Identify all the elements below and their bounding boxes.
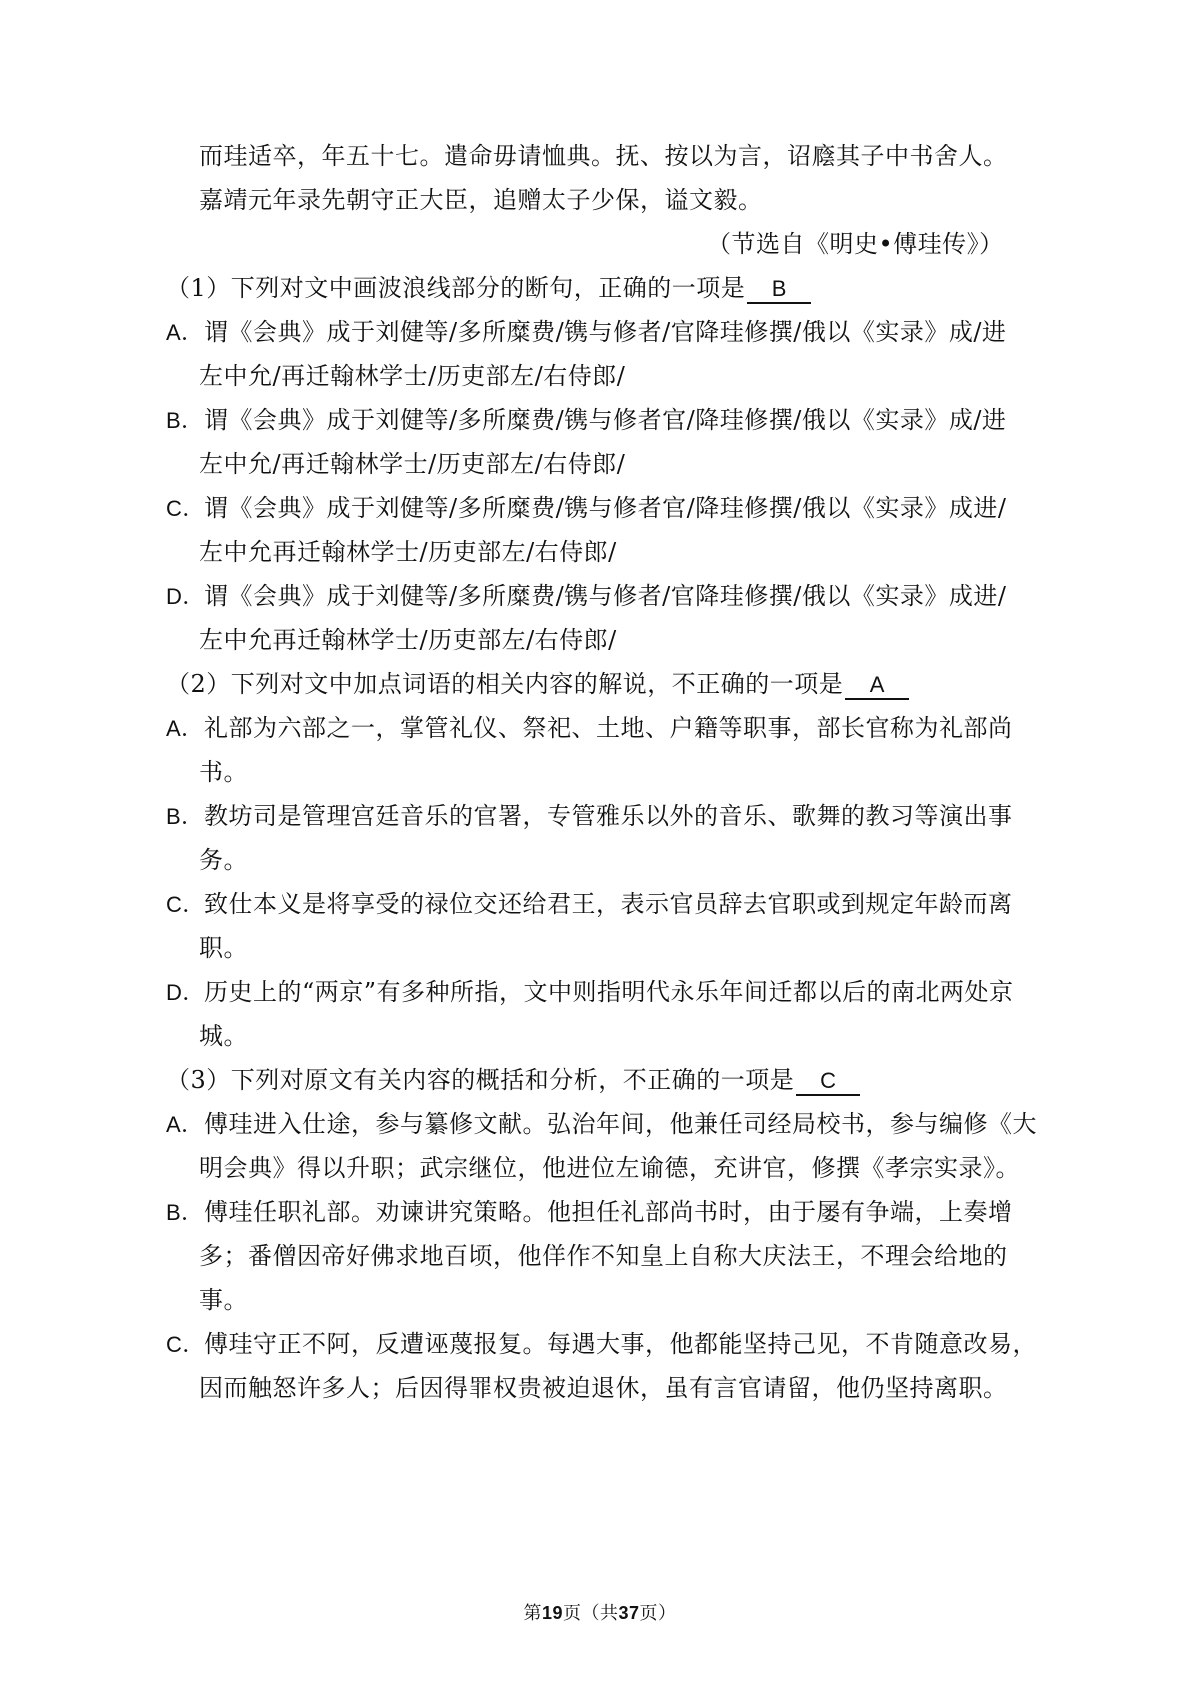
question-stem-text: （2）下列对文中加点词语的相关内容的解说，不正确的一项是 — [166, 670, 844, 698]
option-text: 谓《会典》成于刘健等/多所糜费/镌与修者/官降珪修撰/俄以《实录》成进/ — [204, 582, 1007, 610]
option-line — [166, 1109, 1037, 1140]
answer-blank: A — [845, 672, 909, 700]
option-continuation: 因而触怒许多人；后因得罪权贵被迫退休，虽有言官请留，他仍坚持离职。 — [199, 1374, 1008, 1402]
option-continuation: 明会典》得以升职；武宗继位，他进位左谕德，充讲官，修撰《孝宗实录》。 — [199, 1154, 1020, 1182]
option-text: 傅珪守正不阿，反遭诬蔑报复。每遇大事，他都能坚持己见，不肯随意改易， — [204, 1330, 1037, 1358]
option-letter: A． — [166, 320, 204, 345]
passage-line: 而珪适卒，年五十七。遣命毋请恤典。抚、按以为言，诏廕其子中书舍人。 — [199, 142, 1008, 170]
option-text: 谓《会典》成于刘健等/多所糜费/镌与修者/官降珪修撰/俄以《实录》成/进 — [204, 318, 1007, 346]
option-letter: C． — [166, 892, 205, 917]
option-line — [166, 713, 1013, 744]
option-text: 历史上的“两京”有多种所指，文中则指明代永乐年间迁都以后的南北两处京 — [204, 978, 1014, 1006]
option-line — [166, 317, 1006, 348]
option-text: 教坊司是管理宫廷音乐的官署，专管雅乐以外的音乐、歌舞的教习等演出事 — [204, 802, 1013, 830]
option-letter: B． — [166, 408, 204, 433]
option-line — [166, 581, 1006, 612]
question-2-stem — [166, 669, 909, 700]
question-stem-text: （3）下列对原文有关内容的概括和分析，不正确的一项是 — [166, 1066, 795, 1094]
option-line — [166, 801, 1013, 832]
option-text: 傅珪任职礼部。劝谏讲究策略。他担任礼部尚书时，由于屡有争端，上奏增 — [204, 1198, 1013, 1226]
question-stem-text: （1）下列对文中画波浪线部分的断句，正确的一项是 — [166, 274, 746, 302]
option-line — [166, 493, 1006, 524]
option-line — [166, 889, 1013, 920]
option-continuation: 左中允/再迁翰林学士/历吏部左/右侍郎/ — [199, 362, 626, 390]
option-letter: C． — [166, 496, 205, 521]
footer-middle: 页（共 — [563, 1603, 619, 1624]
option-continuation: 职。 — [199, 934, 248, 962]
option-text: 致仕本义是将享受的禄位交还给君王，表示官员辞去官职或到规定年龄而离 — [204, 890, 1013, 918]
page-footer — [0, 1601, 1200, 1626]
option-letter: A． — [166, 1112, 204, 1137]
option-continuation: 左中允再迁翰林学士/历吏部左/右侍郎/ — [199, 626, 617, 654]
option-line — [166, 1197, 1013, 1228]
page-number: 19 — [541, 1603, 563, 1623]
question-1-stem — [166, 273, 811, 304]
footer-prefix: 第 — [523, 1603, 542, 1624]
option-text: 谓《会典》成于刘健等/多所糜费/镌与修者官/降珪修撰/俄以《实录》成进/ — [204, 494, 1007, 522]
option-letter: B． — [166, 804, 204, 829]
option-continuation: 多；番僧因帝好佛求地百顷，他佯作不知皇上自称大庆法王，不理会给地的 — [199, 1242, 1008, 1270]
option-continuation: 务。 — [199, 846, 248, 874]
option-letter: A． — [166, 716, 204, 741]
footer-suffix: 页） — [639, 1603, 677, 1624]
option-text: 傅珪进入仕途，参与纂修文献。弘治年间，他兼任司经局校书，参与编修《大 — [204, 1110, 1037, 1138]
passage-source: （节选自《明史•傅珪传》） — [707, 230, 1004, 258]
option-line — [166, 405, 1006, 436]
option-letter: D． — [166, 980, 205, 1005]
page-total: 37 — [618, 1603, 640, 1623]
option-letter: C． — [166, 1332, 205, 1357]
option-continuation: 书。 — [199, 758, 248, 786]
question-3-stem — [166, 1065, 860, 1096]
passage-line: 嘉靖元年录先朝守正大臣，追赠太子少保，谥文毅。 — [199, 186, 763, 214]
option-letter: B． — [166, 1200, 204, 1225]
option-continuation: 事。 — [199, 1286, 248, 1314]
answer-blank: B — [747, 276, 811, 304]
option-letter: D． — [166, 584, 205, 609]
option-text: 谓《会典》成于刘健等/多所糜费/镌与修者官/降珪修撰/俄以《实录》成/进 — [204, 406, 1007, 434]
option-line — [166, 977, 1014, 1008]
answer-blank: C — [796, 1068, 860, 1096]
option-continuation: 城。 — [199, 1022, 248, 1050]
option-continuation: 左中允/再迁翰林学士/历吏部左/右侍郎/ — [199, 450, 626, 478]
option-line — [166, 1329, 1037, 1360]
option-continuation: 左中允再迁翰林学士/历吏部左/右侍郎/ — [199, 538, 617, 566]
option-text: 礼部为六部之一，掌管礼仪、祭祀、土地、户籍等职事，部长官称为礼部尚 — [204, 714, 1013, 742]
